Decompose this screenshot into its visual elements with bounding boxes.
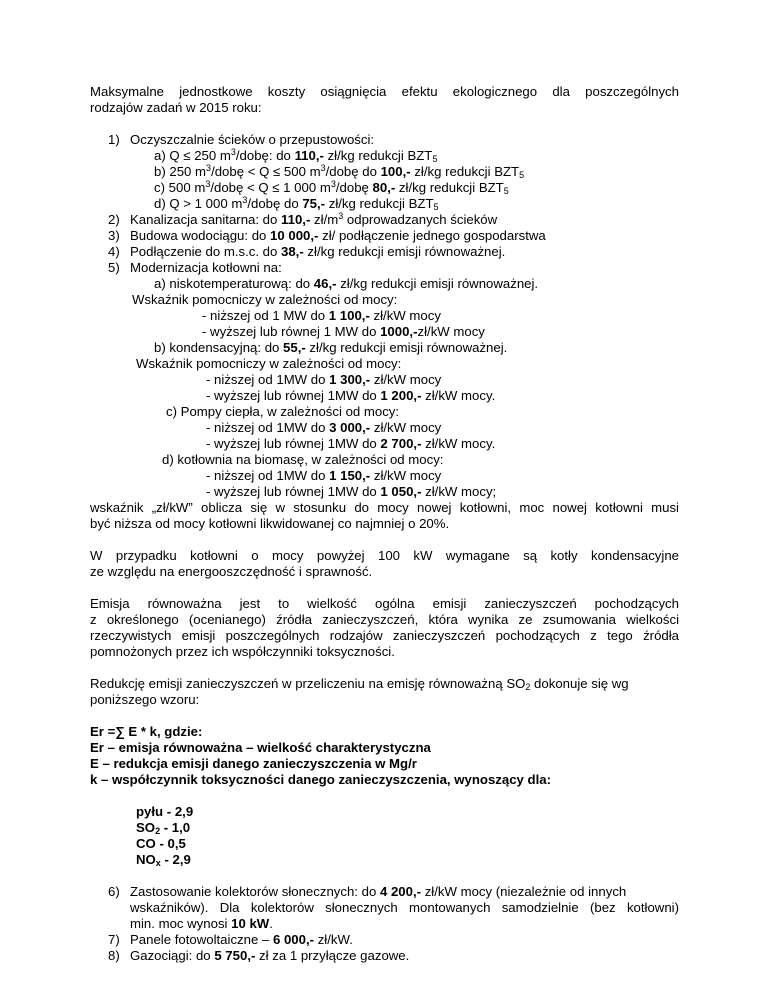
coef-co: CO - 0,5	[136, 836, 186, 851]
coef-so2: $SO_2 - 1,0$	[136, 820, 191, 836]
paragraph-reduction-line-1: Redukcję emisji zanieczyszczeń w przeliczeniu na emisję równoważną $SO_2$ dokonuje się wg	[90, 676, 629, 692]
item-5a-1: - niższej od 1 MW do 1 100,- zł/kW mocy	[202, 308, 441, 323]
item-5c: c) Pompy ciepła, w zależności od mocy:	[166, 404, 400, 419]
paragraph-emission-line-2: z określonego (ocenianego) źródła zanieczyszczeń, która wynika ze zsumowania wielkości	[90, 612, 679, 627]
paragraph-condensing-line-1: W przypadku kotłowni o mocy powyżej 100 kW wymagane są kotły kondensacyjne	[90, 548, 679, 563]
coef-dust: pyłu - 2,9	[136, 804, 194, 819]
paragraph-emission-line-4: pomnożonych przez ich współczynniki toksyczności.	[90, 644, 395, 659]
item-3: 3) Budowa wodociągu: do 10 000,- zł/ podłączenie jednego gospodarstwa	[108, 228, 546, 243]
item-5b-2: - wyższej lub równej 1MW do 1 200,- zł/kW mocy.	[206, 388, 496, 403]
item-5-note-1: wskaźnik „zł/kW” oblicza się w stosunku do mocy nowej kotłowni, moc nowej kotłowni musi	[90, 500, 679, 515]
intro-line-1: Maksymalne jednostkowe koszty osiągnięcia efektu ekologicznego dla poszczególnych	[90, 84, 679, 99]
item-6-line-3: min. moc wynosi 10 kW.	[130, 916, 273, 931]
item-5d: d) kotłownia na biomasę, w zależności od mocy:	[162, 452, 444, 467]
item-6-line-2: wskaźników). Dla kolektorów słonecznych montowanych samodzielnie (bez kotłowni)	[130, 900, 679, 915]
item-8: 8) Gazociągi: do 5 750,- zł za 1 przyłącze gazowe.	[108, 948, 410, 963]
paragraph-emission-line-3: rzeczywistych emisji poszczególnych rodzajów zanieczyszczeń pochodzących z tego źródła	[90, 628, 679, 643]
item-5b-1: - niższej od 1MW do 1 300,- zł/kW mocy	[206, 372, 442, 387]
item-1b: b) 250 $m^3$/dobę < Q ≤ 500 $m^3$/dobę do 100,- zł/kg redukcji $BZT_5$	[154, 163, 525, 180]
coef-nox: $NO_x - 2,9$	[136, 852, 191, 868]
item-5-note-2: być niższa od mocy kotłowni likwidowanej co najmniej o 20%.	[90, 516, 450, 531]
item-7: 7) Panele fotowoltaiczne – 6 000,- zł/kW.	[108, 932, 353, 947]
item-1a: a) Q ≤ 250 $m^3$/dobę: do 110,- zł/kg redukcji $BZT_5$	[154, 147, 438, 164]
item-1c: c) 500 $m^3$/dobę < Q ≤ 1 000 $m^3$/dobę 80,- zł/kg redukcji $BZT_5$	[154, 179, 509, 196]
item-5a-2: - wyższej lub równej 1 MW do 1000,-zł/kW mocy	[202, 324, 485, 339]
item-2: 2) Kanalizacja sanitarna: do 110,- $zł/m^3$ odprowadzanych ścieków	[108, 211, 498, 227]
intro-line-2: rodzajów zadań w 2015 roku:	[90, 100, 262, 115]
item-5a: a) niskotemperaturową: do 46,- zł/kg redukcji emisji równoważnej.	[154, 276, 539, 291]
item-5c-2: - wyższej lub równej 1MW do 2 700,- zł/kW mocy.	[206, 436, 496, 451]
formula-line-1: Er =∑ E * k, gdzie:	[90, 724, 203, 739]
item-1d: d) Q > 1 000 $m^3$/dobę do 75,- zł/kg redukcji $BZT_5$	[154, 195, 439, 212]
item-1: 1) Oczyszczalnie ścieków o przepustowości:	[108, 132, 375, 147]
formula-line-4: k – współczynnik toksyczności danego zanieczyszczenia, wynoszący dla:	[90, 772, 551, 787]
formula-line-2: Er – emisja równoważna – wielkość charakterystyczna	[90, 740, 431, 755]
paragraph-reduction-line-2: poniższego wzoru:	[90, 692, 200, 707]
item-4: 4) Podłączenie do m.s.c. do 38,- zł/kg redukcji emisji równoważnej.	[108, 244, 506, 259]
item-5: 5) Modernizacja kotłowni na:	[108, 260, 282, 275]
item-5d-1: - niższej od 1MW do 1 150,- zł/kW mocy	[206, 468, 442, 483]
paragraph-condensing-line-2: ze względu na energooszczędność i sprawność.	[90, 564, 373, 579]
item-5-wsk-2: Wskaźnik pomocniczy w zależności od mocy:	[136, 356, 402, 371]
formula-line-3: E – redukcja emisji danego zanieczyszczenia w Mg/r	[90, 756, 417, 771]
item-5c-1: - niższej od 1MW do 3 000,- zł/kW mocy	[206, 420, 442, 435]
item-5d-2: - wyższej lub równej 1MW do 1 050,- zł/kW mocy;	[206, 484, 497, 499]
item-5-wsk-1: Wskaźnik pomocniczy w zależności od mocy:	[132, 292, 398, 307]
item-6-line-1: 6) Zastosowanie kolektorów słonecznych: do 4 200,- zł/kW mocy (niezależnie od innych	[108, 884, 627, 899]
item-5b: b) kondensacyjną: do 55,- zł/kg redukcji emisji równoważnej.	[154, 340, 508, 355]
paragraph-emission-line-1: Emisja równoważna jest to wielkość ogólna emisji zanieczyszczeń pochodzących	[90, 596, 679, 611]
